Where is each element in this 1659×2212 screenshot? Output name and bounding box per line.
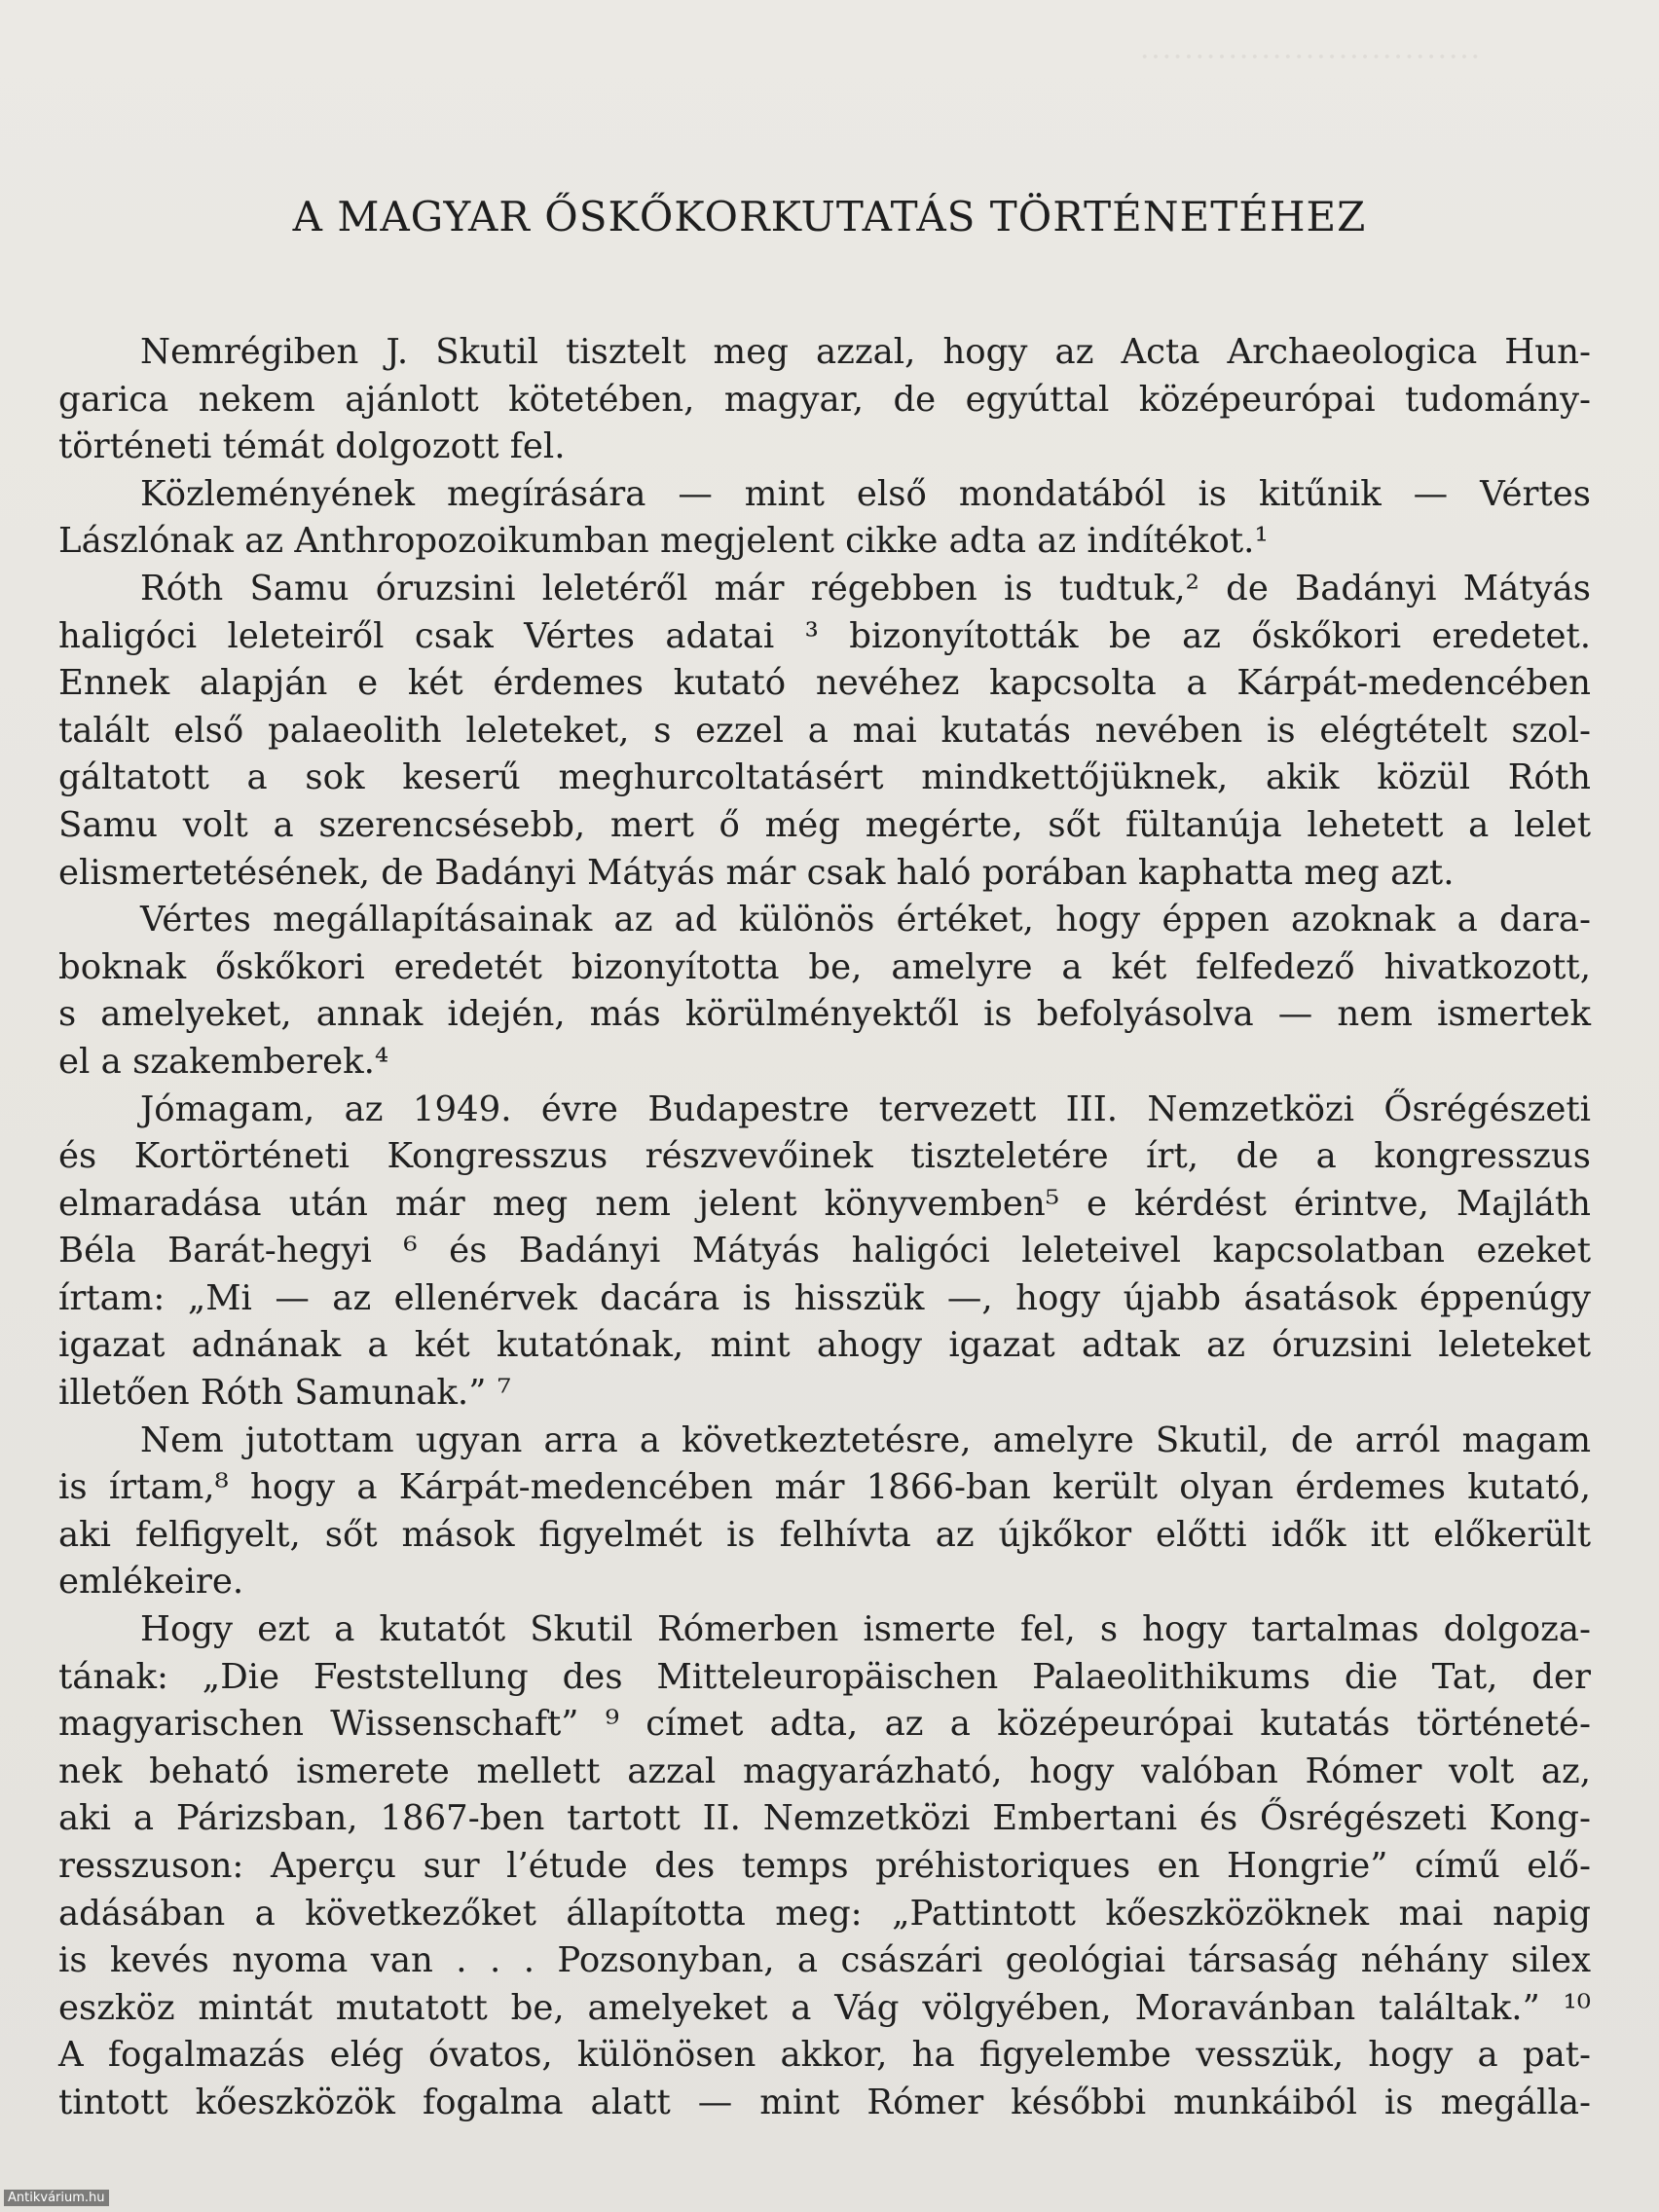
text-line: Nemrégiben J. Skutil tisztelt meg azzal, hogy az Acta Archaeologica Hun- [140, 332, 1591, 372]
text-line: elismertetésének, de Badányi Mátyás már csak haló porában kaphatta meg azt. [58, 852, 1455, 893]
paragraph [58, 1087, 1591, 1418]
text-line: el a szakemberek.⁴ [58, 1041, 389, 1082]
text-line: aki a Párizsban, 1867-ben tartott II. Nemzetközi Embertani és Ősrégészeti Kong- [58, 1798, 1591, 1839]
text-line: eszköz mintát mutatott be, amelyeket a Vág völgyében, Moravánban találtak.” ¹⁰ [58, 1987, 1591, 2028]
text-line: is írtam,⁸ hogy a Kárpát-medencében már 1866-ban került olyan érdemes kutató, [58, 1467, 1591, 1508]
paragraph [58, 329, 1591, 471]
bleed-through-text: ······························· [1139, 39, 1481, 75]
text-line: Róth Samu óruzsini leletéről már régebben is tudtuk,² de Badányi Mátyás [140, 568, 1591, 608]
text-line: Ennek alapján e két érdemes kutató nevéhez kapcsolta a Kárpát-medencében [58, 663, 1591, 704]
text-line: emlékeire. [58, 1562, 244, 1603]
body-text [58, 329, 1591, 2127]
text-line: gáltatott a sok keserű meghurcoltatásért mindkettőjüknek, akik közül Róth [58, 757, 1591, 798]
text-line: s amelyeket, annak idején, más körülményektől is befolyásolva — nem ismertek [58, 994, 1591, 1035]
text-line: tának: „Die Feststellung des Mitteleuropäischen Palaeolithikums die Tat, der [58, 1656, 1591, 1697]
paragraph [58, 566, 1591, 897]
text-line: Samu volt a szerencsésebb, mert ő még megérte, sőt fültanúja lehetett a lelet [58, 804, 1591, 845]
text-line: haligóci leleteiről csak Vértes adatai ³ bizonyították be az őskőkori eredetet. [58, 615, 1591, 656]
text-line: talált első palaeolith leleteket, s ezzel a mai kutatás nevében is elégtételt szol- [58, 710, 1591, 751]
text-line: aki felfigyelt, sőt mások figyelmét is felhívta az újkőkor előtti idők itt előkerült [58, 1514, 1591, 1555]
text-line: és Kortörténeti Kongresszus részvevőinek tiszteletére írt, de a kongresszus [58, 1136, 1591, 1177]
text-line: Lászlónak az Anthropozoikumban megjelent cikke adta az indítékot.¹ [58, 521, 1269, 562]
text-line: Béla Barát-hegyi ⁶ és Badányi Mátyás haligóci leleteivel kapcsolatban ezeket [58, 1231, 1591, 1272]
text-line: boknak őskőkori eredetét bizonyította be, amelyre a két felfedező hivatkozott, [58, 946, 1591, 987]
paragraph [58, 1418, 1591, 1606]
text-line: írtam: „Mi — az ellenérvek dacára is hisszük —, hogy újabb ásatások éppenúgy [58, 1277, 1591, 1318]
text-line: tintott kőeszközök fogalma alatt — mint Rómer későbbi munkáiból is megálla- [58, 2082, 1591, 2122]
text-line: is kevés nyoma van . . . Pozsonyban, a császári geológiai társaság néhány silex [58, 1940, 1591, 1981]
text-line: Jómagam, az 1949. évre Budapestre tervezett III. Nemzetközi Ősrégészeti [140, 1088, 1591, 1129]
text-line: garica nekem ajánlott kötetében, magyar, de egyúttal középeurópai tudomány- [58, 379, 1591, 420]
chapter-title: A MAGYAR ŐSKŐKORKUTATÁS TÖRTÉNETÉHEZ [292, 193, 1367, 240]
text-line: elmaradása után már meg nem jelent könyvemben⁵ e kérdést érintve, Majláth [58, 1183, 1591, 1224]
text-line: történeti témát dolgozott fel. [58, 426, 566, 467]
text-line: resszuson: Aperçu sur l’étude des temps préhistoriques en Hongrie” című elő- [58, 1846, 1591, 1886]
text-line: Nem jutottam ugyan arra a következtetésre, amelyre Skutil, de arról magam [140, 1419, 1591, 1460]
paragraph [58, 1606, 1591, 2127]
text-line: nek beható ismerete mellett azzal magyarázható, hogy valóban Rómer volt az, [58, 1751, 1591, 1791]
watermark-logo: Antikvárium.hu [4, 2190, 109, 2206]
paragraph [58, 471, 1591, 566]
text-line: adásában a következőket állapította meg: „Pattintott kőeszközöknek mai napig [58, 1893, 1591, 1934]
text-line: igazat adnának a két kutatónak, mint ahogy igazat adtak az óruzsini leleteket [58, 1325, 1591, 1366]
text-line: Hogy ezt a kutatót Skutil Rómerben ismerte fel, s hogy tartalmas dolgoza- [140, 1609, 1591, 1650]
text-line: illetően Róth Samunak.” ⁷ [58, 1373, 511, 1414]
paragraph [58, 897, 1591, 1086]
text-line: A fogalmazás elég óvatos, különösen akkor, ha figyelembe vesszük, hogy a pat- [58, 2035, 1591, 2076]
text-line: magyarischen Wissenschaft” ⁹ címet adta, az a középeurópai kutatás történeté- [58, 1704, 1591, 1745]
text-line: Közleményének megírására — mint első mondatából is kitűnik — Vértes [140, 473, 1591, 514]
text-line: Vértes megállapításainak az ad különös értéket, hogy éppen azoknak a dara- [140, 900, 1591, 940]
